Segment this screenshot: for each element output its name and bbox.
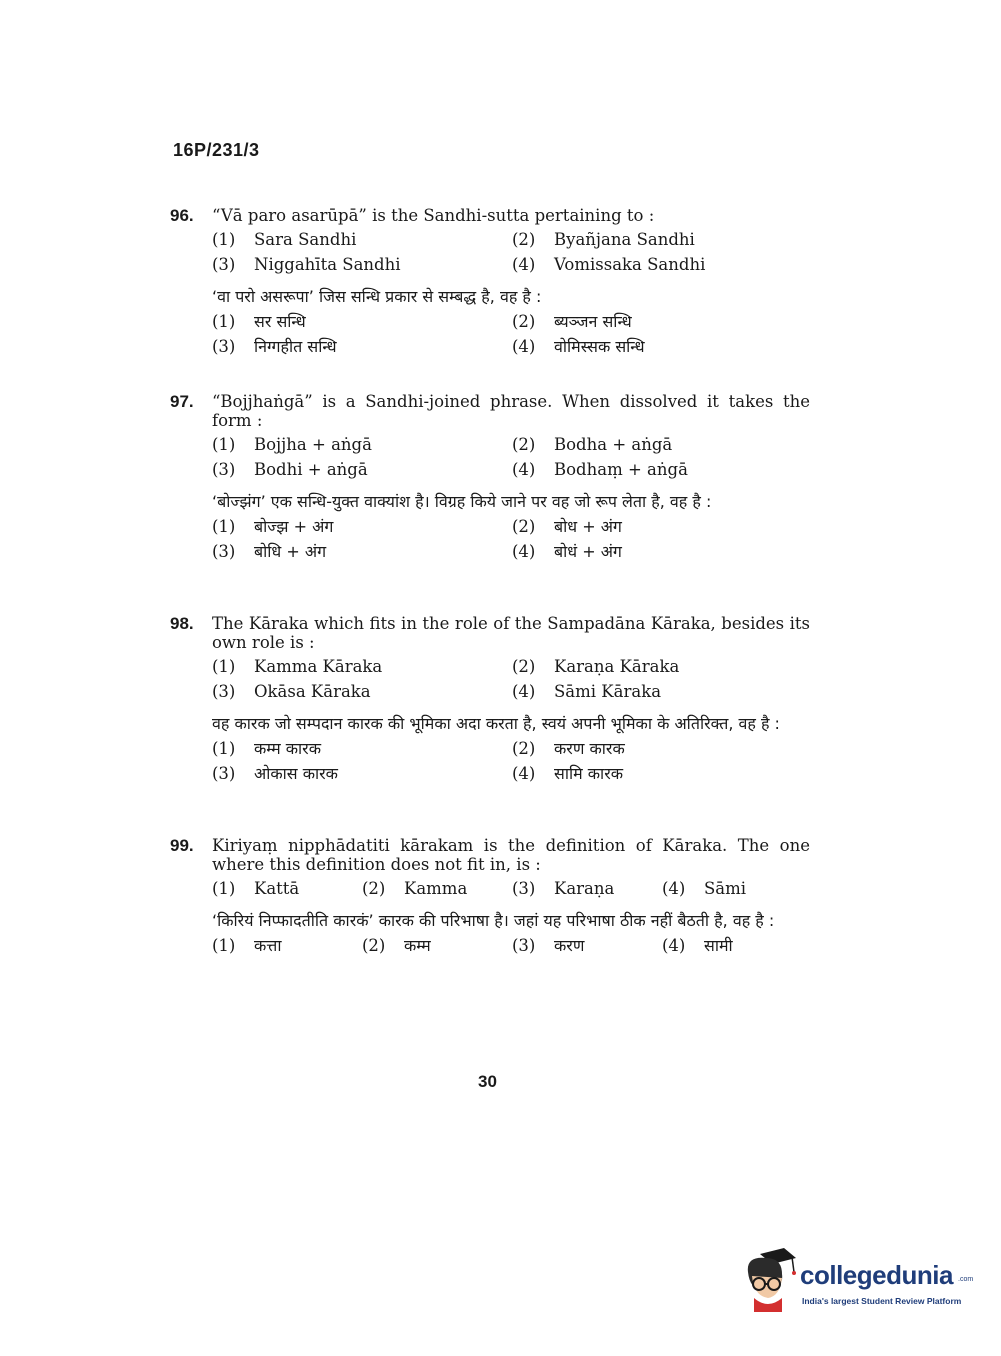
option: (2) करण कारक <box>512 739 625 758</box>
option: (3) निग्गहीत सन्धि <box>212 337 337 356</box>
option: (4) Sāmi Kāraka <box>512 682 662 701</box>
option: (2) कम्म <box>362 936 431 955</box>
options-hindi <box>212 311 810 357</box>
option: (3) करण <box>512 936 585 955</box>
option: (2) ब्यञ्जन सन्धि <box>512 312 632 331</box>
option: (2) बोध + अंग <box>512 517 622 536</box>
option: (3) Karaṇa <box>512 879 615 898</box>
brand-logo[interactable] <box>740 1248 974 1318</box>
page-number: 30 <box>478 1072 497 1091</box>
option: (1) Sara Sandhi <box>212 230 357 249</box>
option: (3) Okāsa Kāraka <box>212 682 371 701</box>
options-english <box>212 434 810 480</box>
question-text-hindi: वह कारक जो सम्पदान कारक की भूमिका अदा करता है, स्वयं अपनी भूमिका के अतिरिक्त, वह है : <box>212 714 780 733</box>
question-96 <box>170 206 810 357</box>
mascot-icon <box>740 1248 798 1312</box>
brand-name: collegedunia <box>800 1260 953 1290</box>
option: (2) Bodha + aṅgā <box>512 435 673 454</box>
option: (1) कम्म कारक <box>212 739 321 758</box>
option: (2) Byañjana Sandhi <box>512 230 695 249</box>
option: (1) Kattā <box>212 879 300 898</box>
options-english <box>212 878 810 899</box>
question-number: 97. <box>170 392 194 411</box>
brand-suffix: .com <box>958 1276 974 1283</box>
option: (3) Bodhi + aṅgā <box>212 460 368 479</box>
question-text-hindi: ‘वा परो असरूपा’ जिस सन्धि प्रकार से सम्बद्ध है, वह है : <box>212 287 542 306</box>
option: (4) बोधं + अंग <box>512 542 622 561</box>
question-97 <box>170 392 810 562</box>
options-english <box>212 656 810 702</box>
question-text-hindi: ‘बोज्झंग’ एक सन्धि-युक्त वाक्यांश है। विग्रह किये जाने पर वह जो रूप लेता है, वह है : <box>212 492 712 511</box>
options-hindi <box>212 935 810 956</box>
options-hindi <box>212 738 810 784</box>
question-number: 98. <box>170 614 194 633</box>
option: (3) ओकास कारक <box>212 764 338 783</box>
options-hindi <box>212 516 810 562</box>
option: (3) Niggahīta Sandhi <box>212 255 401 274</box>
question-text-hindi: ‘किरियं निप्फादतीति कारकं’ कारक की परिभाषा है। जहां यह परिभाषा ठीक नहीं बैठती है, वह है : <box>212 911 775 930</box>
option: (2) Kamma <box>362 879 468 898</box>
option: (4) Bodhaṃ + aṅgā <box>512 460 688 479</box>
question-text-english: The Kāraka which fits in the role of the Sampadāna Kāraka, besides its own role is : <box>212 614 810 652</box>
option: (1) बोज्झ + अंग <box>212 517 334 536</box>
option: (4) वोमिस्सक सन्धि <box>512 337 645 356</box>
brand-tagline: India's largest Student Review Platform <box>802 1296 962 1306</box>
question-number: 99. <box>170 836 194 855</box>
question-98 <box>170 614 810 784</box>
question-text-english: “Bojjhaṅgā” is a Sandhi-joined phrase. When dissolved it takes the form : <box>212 392 810 430</box>
option: (4) Sāmi <box>662 879 747 898</box>
option: (1) सर सन्धि <box>212 312 306 331</box>
option: (4) Vomissaka Sandhi <box>512 255 706 274</box>
option: (4) सामी <box>662 936 733 955</box>
option: (3) बोधि + अंग <box>212 542 327 561</box>
option: (1) कत्ता <box>212 936 282 955</box>
question-text-english: “Vā paro asarūpā” is the Sandhi-sutta pertaining to : <box>212 206 655 225</box>
options-english <box>212 229 810 275</box>
option: (4) सामि कारक <box>512 764 624 783</box>
paper-code: 16P/231/3 <box>173 140 260 160</box>
option: (2) Karaṇa Kāraka <box>512 657 680 676</box>
question-99 <box>170 836 810 956</box>
question-text-english: Kiriyaṃ nipphādatiti kārakam is the definition of Kāraka. The one where this definition does not fit in, is : <box>212 836 810 874</box>
question-number: 96. <box>170 206 194 225</box>
option: (1) Bojjha + aṅgā <box>212 435 372 454</box>
option: (1) Kamma Kāraka <box>212 657 383 676</box>
